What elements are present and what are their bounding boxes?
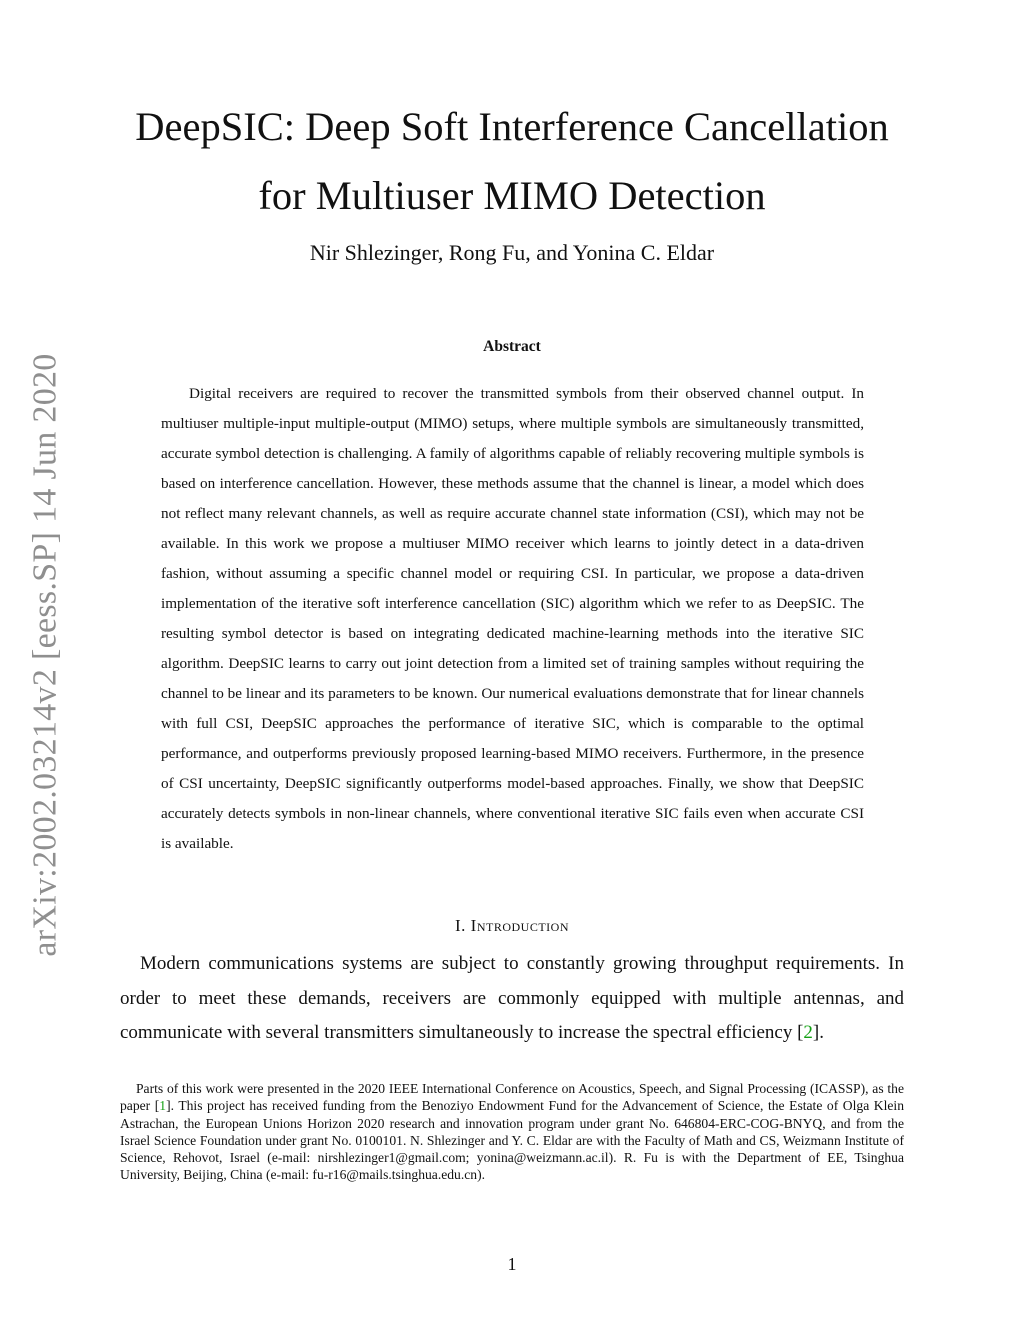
section-title: Introduction bbox=[470, 916, 569, 935]
footnote-text-1: Parts of this work were presented in the 2020 IEEE International Conference on Acoustics, Speech, and Signal Processing (ICASSP), as the paper [ bbox=[120, 1081, 904, 1114]
section-number: I. bbox=[455, 916, 466, 935]
citation-link-1[interactable]: 1 bbox=[159, 1098, 167, 1114]
section-heading-introduction bbox=[100, 916, 924, 936]
arxiv-identifier-stamp bbox=[22, 350, 70, 960]
introduction-paragraph bbox=[120, 947, 904, 1051]
footnote-text-2: ]. This project has received funding from the Benoziyo Endowment Fund for the Advancement of Science, the Estate of Olga Klein Astrachan, the European Unions Horizon 2020 research and innovation program under grant No. 646804-ERC-COG-BNYQ, and from the Israel Science Foundation under grant No. 0100101. N. Shlezinger and Y. C. Eldar are with the Faculty of Math and CS, Weizmann Institute of Science, Rehovot, Israel (e-mail: nirshlezinger1@gmail.com; yonina@weizmann.ac.il). R. Fu is with the Department of EE, Tsinghua University, Beijing, China (e-mail: fu-r16@mails.tsinghua.edu.cn). bbox=[120, 1098, 904, 1183]
title-line-1: DeepSIC: Deep Soft Interference Cancellation bbox=[135, 104, 889, 149]
title-line-2: for Multiuser MIMO Detection bbox=[258, 173, 766, 218]
paper-title bbox=[100, 92, 924, 230]
abstract-body: Digital receivers are required to recover the transmitted symbols from their observed channel output. In multiuser multiple-input multiple-output (MIMO) setups, where multiple symbols are simultaneously transmitted, accurate symbol detection is challenging. A family of algorithms capable of reliably recovering multiple symbols is based on interference cancellation. However, these methods assume that the channel is linear, a model which does not reflect many relevant channels, as well as require accurate channel state information (CSI), which may not be available. In this work we propose a multiuser MIMO receiver which learns to jointly detect in a data-driven fashion, without assuming a specific channel model or requiring CSI. In particular, we propose a data-driven implementation of the iterative soft interference cancellation (SIC) algorithm which we refer to as DeepSIC. The resulting symbol detector is based on integrating dedicated machine-learning methods into the iterative SIC algorithm. DeepSIC learns to carry out joint detection from a limited set of training samples without requiring the channel to be linear and its parameters to be known. Our numerical evaluations demonstrate that for linear channels with full CSI, DeepSIC approaches the performance of iterative SIC, which is comparable to the optimal performance, and outperforms previously proposed learning-based MIMO receivers. Furthermore, in the presence of CSI uncertainty, DeepSIC significantly outperforms model-based approaches. Finally, we show that DeepSIC accurately detects symbols in non-linear channels, where conventional iterative SIC fails even when accurate CSI is available. bbox=[161, 385, 864, 852]
abstract-heading: Abstract bbox=[483, 338, 541, 355]
page-number: 1 bbox=[507, 1254, 517, 1274]
author-list: Nir Shlezinger, Rong Fu, and Yonina C. Eldar bbox=[309, 240, 715, 265]
intro-text: Modern communications systems are subject to constantly growing throughput requirements. In order to meet these demands, receivers are commonly equipped with multiple antennas, and communicate with several transmitters simultaneously to increase the spectral efficiency bbox=[120, 953, 904, 1043]
cite-close-bracket: ]. bbox=[812, 1022, 824, 1043]
cite-open-bracket: [ bbox=[797, 1022, 804, 1043]
arxiv-identifier-text: arXiv:2002.03214v2 [eess.SP] 14 Jun 2020 bbox=[27, 353, 65, 957]
footnote bbox=[120, 1080, 904, 1184]
citation-link-2[interactable]: 2 bbox=[803, 1022, 813, 1043]
